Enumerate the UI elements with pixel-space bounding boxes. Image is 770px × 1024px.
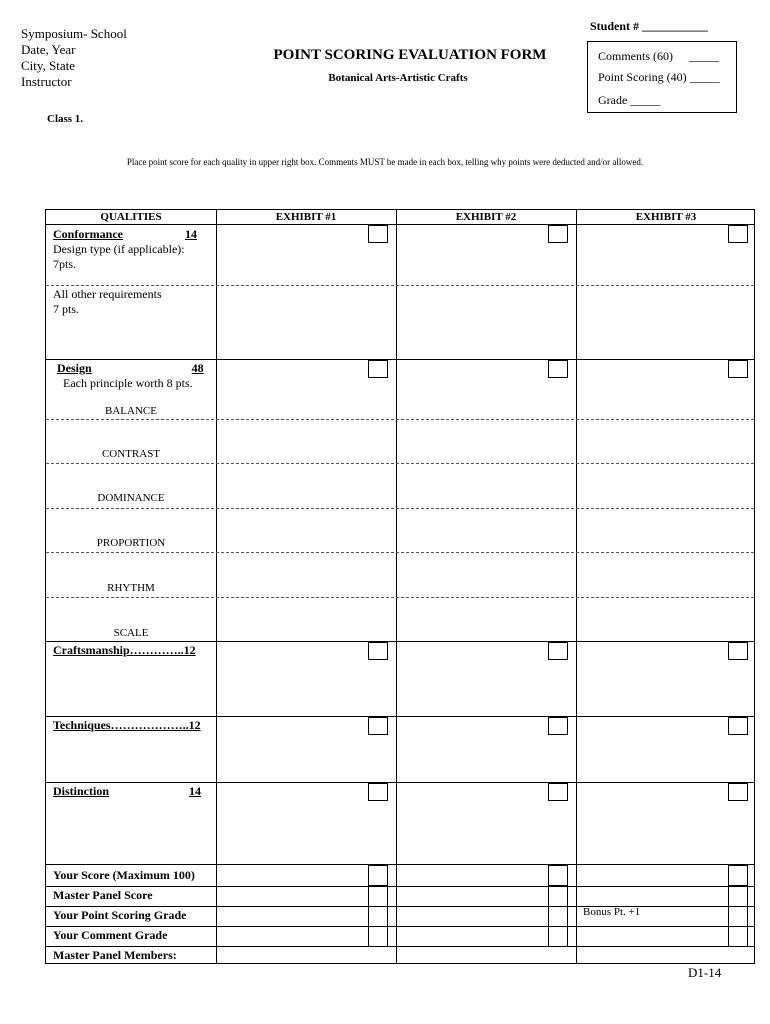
- class-label: Class 1.: [47, 113, 84, 125]
- score-box[interactable]: [548, 360, 568, 378]
- your-score-label: Your Score (Maximum 100): [53, 868, 195, 882]
- col-exhibit-2: EXHIBIT #2: [455, 211, 517, 223]
- page-id: D1-14: [688, 965, 722, 980]
- score-box[interactable]: [548, 783, 568, 801]
- principle-contrast: CONTRAST: [101, 448, 161, 460]
- summary-score-box[interactable]: [548, 906, 568, 927]
- summary-score-box[interactable]: [548, 865, 568, 886]
- grade-field[interactable]: Grade _____: [598, 93, 661, 107]
- design-note: Each principle worth 8 pts.: [63, 376, 193, 390]
- other-requirements-points: 7 pts.: [53, 302, 80, 316]
- score-box[interactable]: [728, 783, 748, 801]
- instructions: Place point score for each quality in upper right box. Comments MUST be made in each box, telling why points were deducted and/or allowed.: [126, 157, 644, 167]
- score-box[interactable]: [728, 717, 748, 735]
- point-scoring-score[interactable]: Point Scoring (40) _____: [598, 70, 720, 84]
- comments-score[interactable]: Comments (60) _____: [598, 49, 719, 63]
- other-requirements-label: All other requirements: [53, 287, 162, 301]
- col-exhibit-1: EXHIBIT #1: [275, 211, 337, 223]
- master-panel-score-label: Master Panel Score: [53, 888, 153, 902]
- school-line: Symposium- School: [21, 26, 127, 41]
- techniques-label: Techniques………………..12: [53, 718, 201, 732]
- score-box[interactable]: [548, 225, 568, 243]
- score-box[interactable]: [368, 642, 388, 660]
- form-subtitle: Botanical Arts-Artistic Crafts: [328, 72, 468, 84]
- comment-grade-label: Your Comment Grade: [53, 928, 168, 942]
- score-box[interactable]: [368, 717, 388, 735]
- conformance-label: Conformance 14: [53, 227, 197, 241]
- student-number-field[interactable]: Student # ___________: [590, 19, 709, 33]
- summary-score-box[interactable]: [728, 906, 748, 927]
- summary-score-box[interactable]: [728, 926, 748, 947]
- col-qualities: QUALITIES: [100, 211, 162, 223]
- score-box[interactable]: [548, 717, 568, 735]
- principle-proportion: PROPORTION: [96, 537, 166, 549]
- form-title: POINT SCORING EVALUATION FORM: [273, 47, 547, 63]
- summary-score-box[interactable]: [368, 926, 388, 947]
- score-box[interactable]: [368, 783, 388, 801]
- principle-rhythm: RHYTHM: [107, 582, 155, 594]
- conformance-design-type: Design type (if applicable):: [53, 242, 185, 256]
- evaluation-table: [45, 209, 755, 964]
- summary-score-box[interactable]: [368, 886, 388, 907]
- summary-score-box[interactable]: [548, 886, 568, 907]
- col-exhibit-3: EXHIBIT #3: [635, 211, 697, 223]
- master-panel-members-label: Master Panel Members:: [53, 948, 177, 962]
- summary-score-box[interactable]: [368, 906, 388, 927]
- date-line: Date, Year: [21, 42, 76, 57]
- score-box[interactable]: [548, 642, 568, 660]
- bonus-point-note: Bonus Pt. +1: [583, 906, 641, 918]
- score-summary-box: [587, 41, 737, 113]
- principle-dominance: DOMINANCE: [97, 492, 165, 504]
- principle-balance: BALANCE: [105, 405, 157, 417]
- score-box[interactable]: [368, 225, 388, 243]
- conformance-points-note: 7pts.: [53, 257, 77, 271]
- summary-score-box[interactable]: [728, 886, 748, 907]
- summary-score-box[interactable]: [548, 926, 568, 947]
- city-line: City, State: [21, 58, 76, 73]
- score-box[interactable]: [728, 642, 748, 660]
- summary-score-box[interactable]: [368, 865, 388, 886]
- principle-scale: SCALE: [113, 627, 149, 639]
- point-scoring-grade-label: Your Point Scoring Grade: [53, 908, 187, 922]
- design-label: Design 48: [57, 361, 204, 375]
- score-box[interactable]: [368, 360, 388, 378]
- instructor-line: Instructor: [21, 74, 72, 89]
- score-box[interactable]: [728, 225, 748, 243]
- score-box[interactable]: [728, 360, 748, 378]
- craftsmanship-label: Craftsmanship…………..12: [53, 643, 196, 657]
- summary-score-box[interactable]: [728, 865, 748, 886]
- distinction-label: Distinction 14: [53, 784, 202, 798]
